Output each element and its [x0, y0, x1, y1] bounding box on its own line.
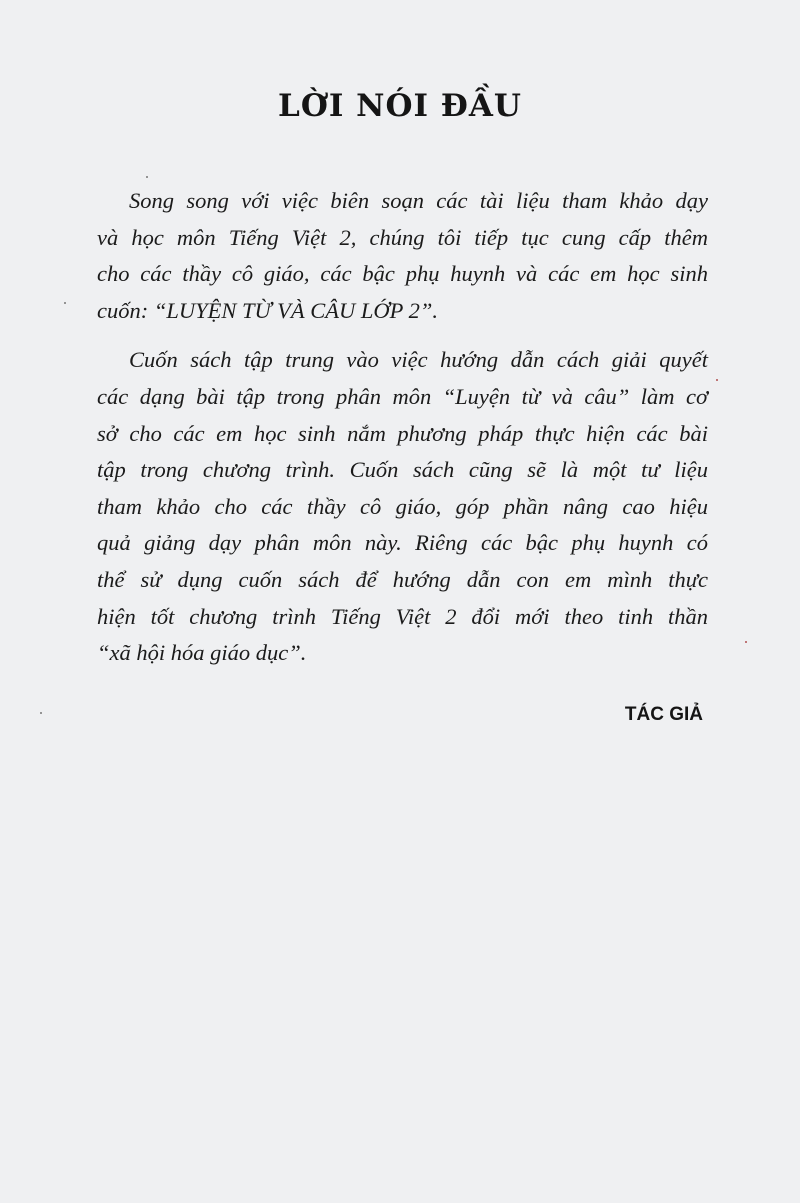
paper-speck — [745, 641, 747, 643]
text-line: và học môn Tiếng Việt 2, chúng tôi tiếp tục cung cấp thêm — [97, 224, 708, 250]
text-line: cuốn: “LUYỆN TỪ VÀ CÂU LỚP 2”. — [97, 297, 438, 323]
page-title: LỜI NÓI ĐẦU — [278, 88, 522, 124]
paragraph-1 — [97, 183, 708, 329]
text-line: Cuốn sách tập trung vào việc hướng dẫn cách giải quyết — [129, 347, 708, 373]
text-line: tham khảo cho các thầy cô giáo, góp phần nâng cao hiệu — [97, 493, 708, 519]
paper-speck — [716, 379, 718, 381]
paper-speck — [64, 302, 66, 304]
text-line: quả giảng dạy phân môn này. Riêng các bậc phụ huynh có — [97, 530, 708, 556]
text-line: tập trong chương trình. Cuốn sách cũng sẽ là một tư liệu — [97, 457, 708, 483]
paper-speck — [40, 712, 42, 714]
paragraph-2 — [97, 342, 708, 671]
text-line: “xã hội hóa giáo dục”. — [97, 640, 307, 666]
text-line: các dạng bài tập trong phân môn “Luyện từ và câu” làm cơ — [97, 383, 708, 409]
text-line: sở cho các em học sinh nắm phương pháp thực hiện các bài — [97, 420, 708, 446]
text-line: Song song với việc biên soạn các tài liệu tham khảo dạy — [129, 188, 708, 213]
text-line: cho các thầy cô giáo, các bậc phụ huynh và các em học sinh — [97, 261, 708, 287]
text-line: hiện tốt chương trình Tiếng Việt 2 đổi mới theo tinh thần — [97, 603, 708, 629]
paper-speck — [146, 176, 148, 178]
author-signature: TÁC GIẢ — [624, 704, 703, 725]
preface-body — [97, 183, 708, 672]
text-line: thể sử dụng cuốn sách để hướng dẫn con em mình thực — [97, 566, 708, 592]
